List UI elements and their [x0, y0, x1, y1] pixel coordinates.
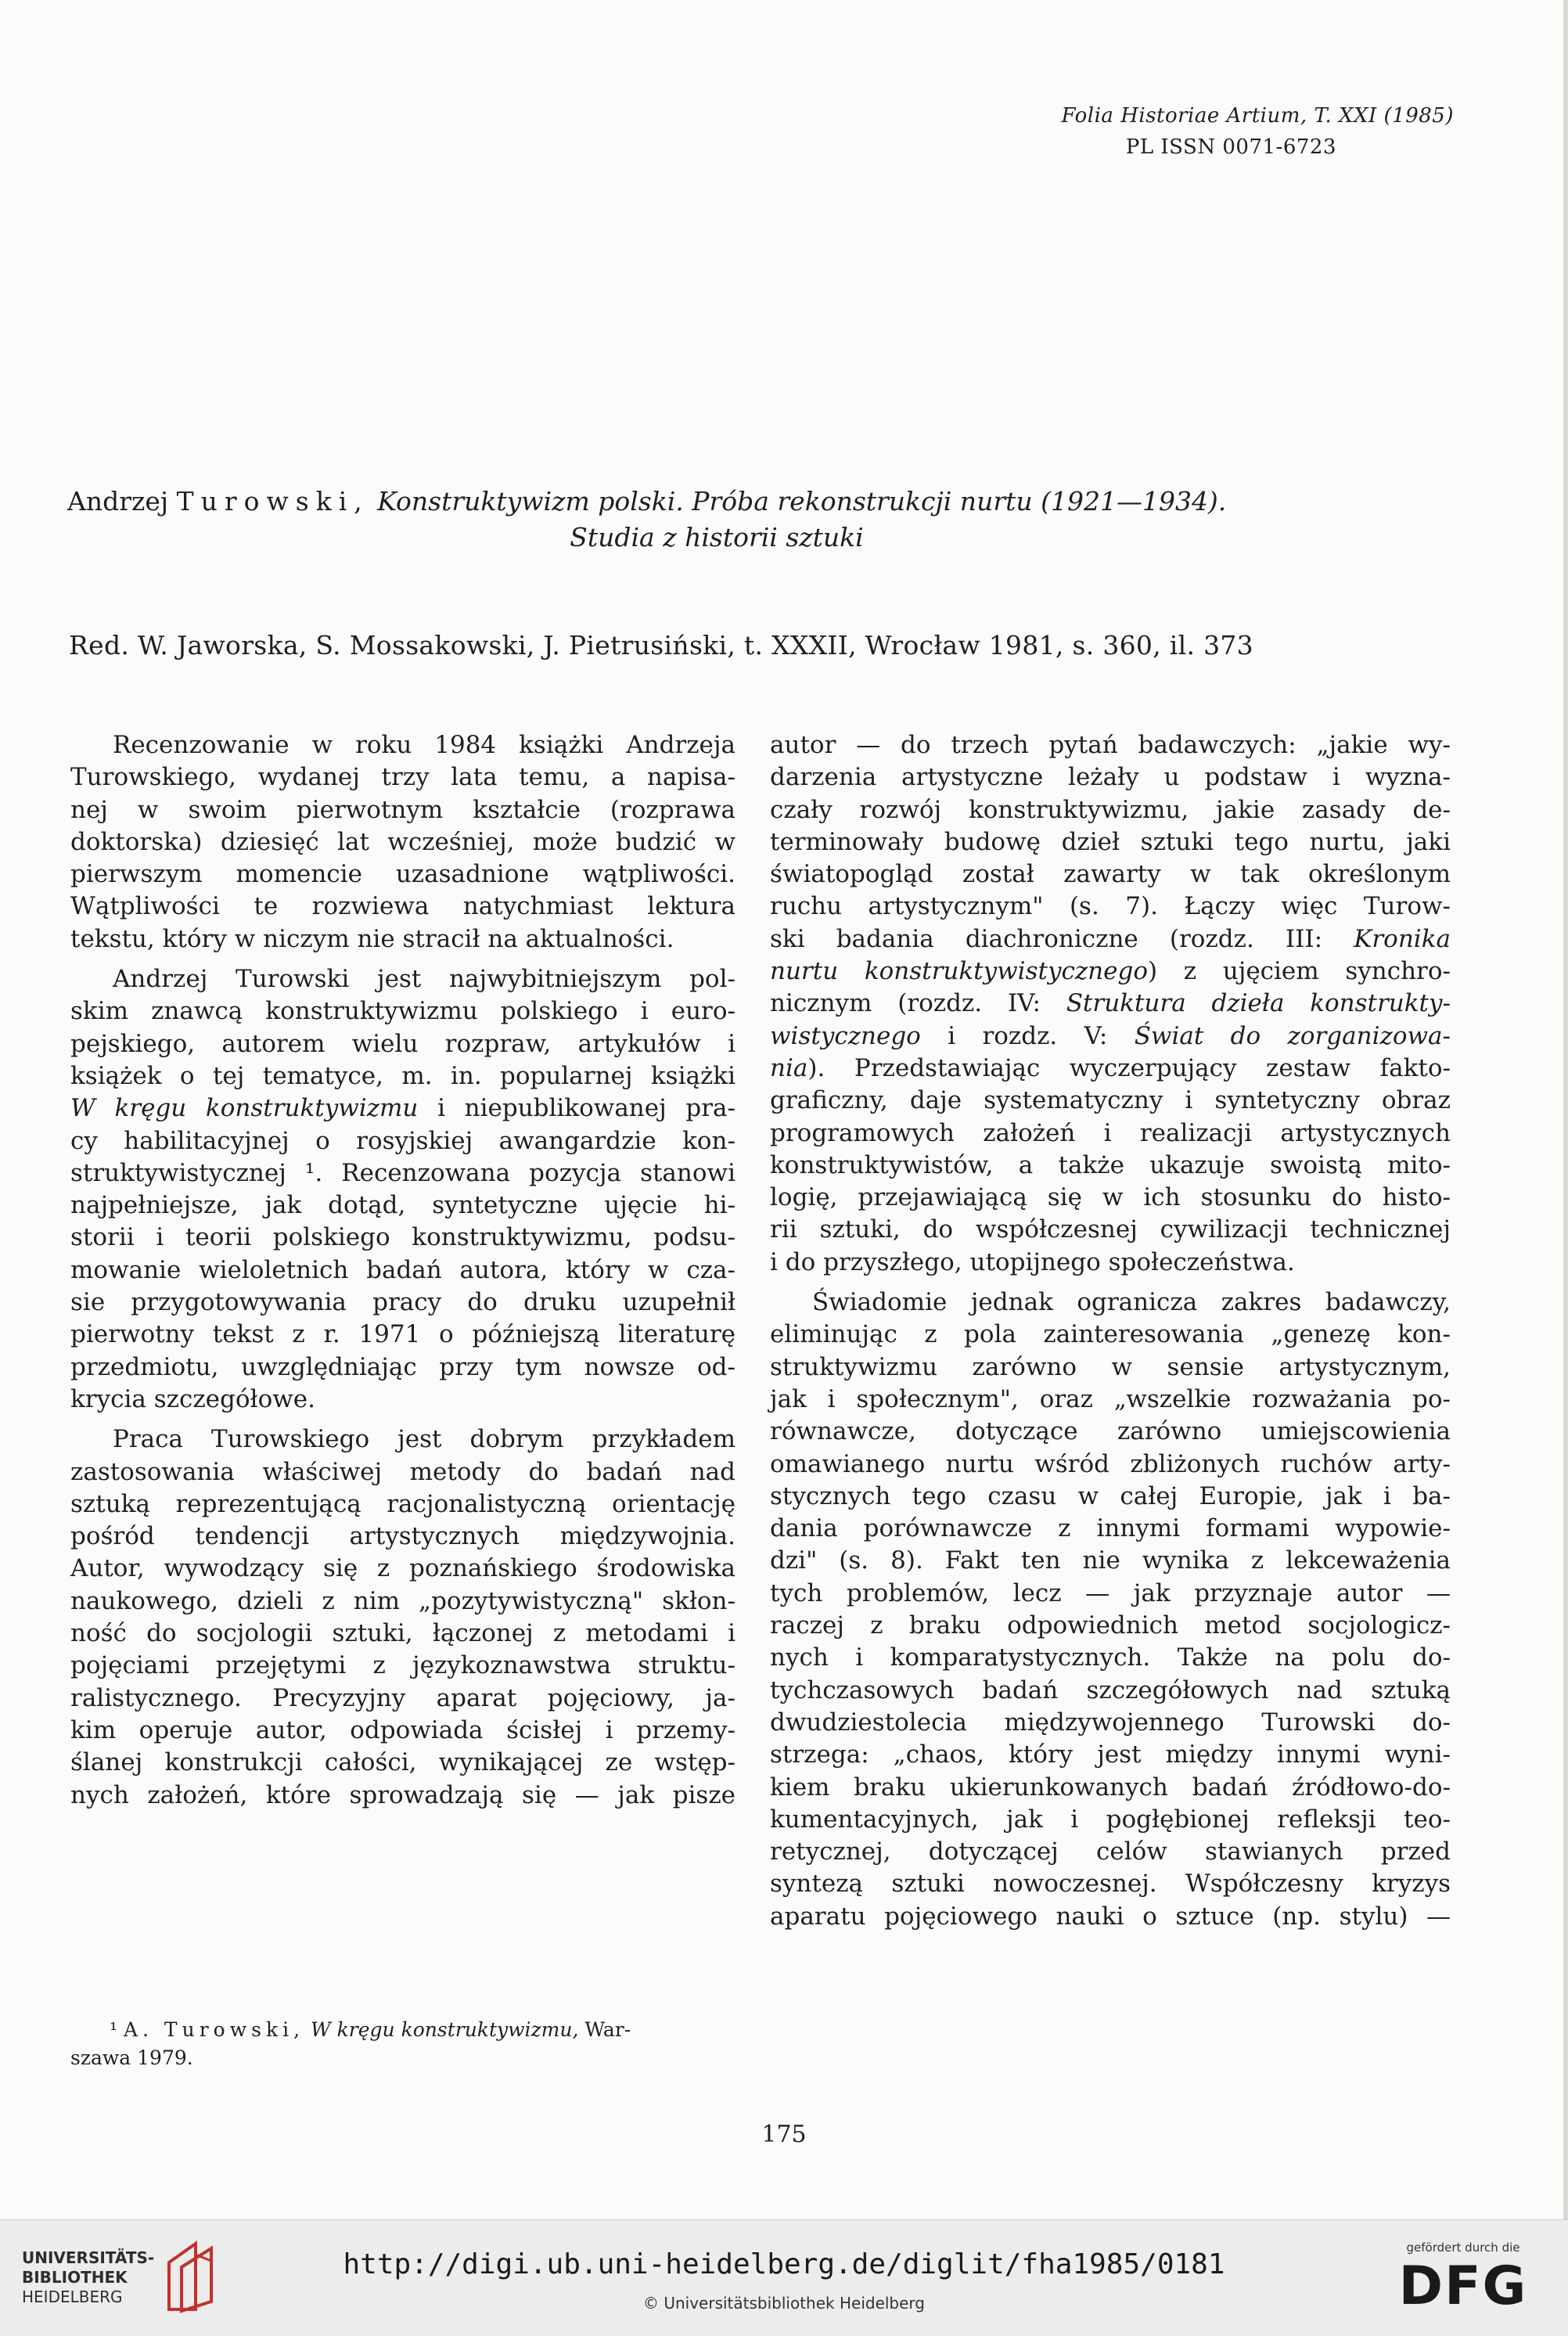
left-column: [70, 729, 735, 1812]
text-line: omawianego nurtu wśród zbliżonych ruchów arty-: [770, 1449, 1451, 1478]
text-line: autor — do trzech pytań badawczych: „jakie wy-: [770, 731, 1451, 759]
text-line: graficzny, daje systematyczny i syntetyczny obraz: [770, 1086, 1451, 1115]
text-line: terminowały budowę dzieł sztuki tego nurtu, jaki: [770, 827, 1451, 856]
footnote-number: ¹: [110, 2018, 118, 2041]
text-line: logię, przejawiającą się w ich stosunku do histo-: [770, 1183, 1451, 1212]
text-line: skim znawcą konstruktywizmu polskiego i euro-: [70, 997, 735, 1026]
text-line: pośród tendencji artystycznych międzywojnia.: [70, 1522, 735, 1551]
text-line: dania porównawcze z innymi formami wypowie-: [770, 1514, 1451, 1543]
text-line: sztuką reprezentującą racjonalistyczną orientację: [70, 1489, 735, 1518]
text-line: czały rozwój konstruktywizmu, jakie zasady de-: [770, 795, 1451, 824]
text-line: W kręgu konstruktywizmu i niepublikowanej pra-: [70, 1094, 736, 1123]
author-first-name: Andrzej: [67, 486, 169, 517]
paragraph: [770, 1287, 1451, 1933]
text-line: pierwotny tekst z r. 1971 o późniejszą literaturę: [70, 1320, 735, 1349]
text-line: stycznych tego czasu w całej Europie, jak i ba-: [770, 1481, 1451, 1510]
author-last-name: Turowski,: [176, 486, 369, 517]
footnote-author: A. Turowski,: [123, 2018, 305, 2041]
paragraph: [70, 1424, 735, 1812]
text-line: dwudziestolecia międzywojennego Turowski do-: [770, 1708, 1451, 1737]
review-title-line: [67, 484, 1460, 520]
review-title-block: [67, 484, 1460, 556]
library-name-line3: HEIDELBERG: [22, 2287, 123, 2306]
text-line: mowanie wieloletnich badań autora, który w cza-: [70, 1255, 735, 1284]
text-line: rii sztuki, do współczesnej cywilizacji technicznej: [770, 1215, 1451, 1244]
text-line: Recenzowanie w roku 1984 książki Andrzeja: [113, 731, 735, 759]
text-line: tekstu, który w niczym nie stracił na aktualności.: [70, 924, 674, 953]
text-line: programowych założeń i realizacji artystycznych: [770, 1118, 1451, 1147]
text-line: Wątpliwości te rozwiewa natychmiast lektura: [70, 892, 735, 921]
viewer-footer: [0, 2219, 1568, 2336]
text-line: syntezą sztuki nowoczesnej. Współczesny kryzys: [770, 1870, 1451, 1899]
text-line: struktywizmu zarówno w sensie artystycznym,: [770, 1352, 1451, 1381]
copyright-notice: © Universitätsbibliothek Heidelberg: [642, 2294, 925, 2313]
text-line: retycznej, dotyczącej celów stawianych przed: [770, 1837, 1451, 1866]
text-line: nia). Przedstawiając wyczerpujący zestaw fakto-: [770, 1053, 1451, 1082]
text-line: pejskiego, autorem wielu rozpraw, artykułów i: [70, 1029, 735, 1058]
text-line: naukowego, dzieli z nim „pozytywistyczną" skłon-: [70, 1586, 735, 1615]
text-line: Andrzej Turowski jest najwybitniejszym pol-: [113, 965, 735, 994]
text-line: raczej z braku odpowiednich metod socjologicz-: [770, 1611, 1451, 1640]
paragraph: [770, 729, 1451, 1279]
library-name-line1: UNIVERSITÄTS-: [22, 2248, 155, 2267]
issn: PL ISSN 0071-6723: [1125, 135, 1336, 159]
text-line: Praca Turowskiego jest dobrym przykładem: [113, 1425, 735, 1454]
footnote-continuation: szawa 1979.: [70, 2046, 193, 2069]
footnote: [70, 2016, 735, 2072]
series-title: Studia z historii sztuki: [570, 522, 864, 553]
text-line: pierwszym momencie uzasadnione wątpliwości.: [70, 860, 735, 889]
work-title: Konstruktywizm polski. Próba rekonstrukcji nurtu (1921—1934).: [377, 486, 1227, 517]
text-line: aparatu pojęciowego nauki o sztuce (np. stylu) —: [770, 1902, 1451, 1931]
text-line: wistycznego i rozdz. V: Świat do zorganizowa-: [770, 1021, 1451, 1050]
journal-citation: Folia Historiae Artium, T. XXI (1985): [1061, 104, 1454, 128]
text-line: ślanej konstrukcji całości, wynikającej ze wstęp-: [70, 1748, 735, 1777]
dfg-logo[interactable]: DFG: [1398, 2255, 1528, 2317]
text-line: strzega: „chaos, który jest między innymi wyni-: [770, 1740, 1451, 1769]
document-url-link[interactable]: http://digi.ub.uni-heidelberg.de/diglit/fha1985/0181: [343, 2248, 1225, 2280]
right-column: [770, 729, 1451, 1933]
text-line: struktywistycznej ¹. Recenzowana pozycja stanowi: [70, 1158, 735, 1187]
text-line: tychczasowych badań szczegółowych nad sztuką: [770, 1676, 1451, 1704]
text-line: ralistycznego. Precyzyjny aparat pojęciowy, ja-: [70, 1683, 735, 1712]
text-line: kim operuje autor, odpowiada ścisłej i przemy-: [70, 1715, 735, 1744]
text-line: kumentacyjnych, jak i pogłębionej refleksji teo-: [770, 1805, 1451, 1834]
text-line: dzi" (s. 8). Fakt ten nie wynika z lekceważenia: [770, 1546, 1451, 1575]
text-line: nych i komparatystycznych. Także na polu do-: [770, 1643, 1451, 1672]
text-line: Świadomie jednak ogranicza zakres badawczy,: [812, 1288, 1451, 1317]
text-line: doktorska) dziesięć lat wcześniej, może budzić w: [70, 827, 735, 856]
funding-caption: gefördert durch die: [1406, 2241, 1520, 2255]
text-line: eliminując z pola zainteresowania „genezę kon-: [770, 1320, 1451, 1349]
text-line: ność do socjologii sztuki, łączonej z metodami i: [70, 1619, 735, 1648]
text-line: sie przygotowywania pracy do druku uzupełnił: [70, 1288, 735, 1317]
text-line: nicznym (rozdz. IV: Struktura dzieła konstrukty-: [770, 989, 1451, 1018]
footnote-title: W kręgu konstruktywizmu,: [310, 2018, 579, 2041]
funder-block: [1393, 2241, 1534, 2317]
text-line: ski badania diachroniczne (rozdz. III: Kronika: [770, 924, 1451, 953]
text-line: jak i społecznym", oraz „wszelkie rozważania po-: [770, 1384, 1451, 1413]
text-line: nurtu konstruktywistycznego) z ujęciem synchro-: [770, 957, 1451, 986]
text-line: ruchu artystycznym" (s. 7). Łączy więc Turow-: [770, 892, 1451, 921]
text-line: Autor, wywodzący się z poznańskiego środowiska: [70, 1554, 735, 1583]
library-name-line2: BIBLIOTHEK: [22, 2268, 128, 2287]
text-line: najpełniejsze, jak dotąd, syntetyczne ujęcie hi-: [70, 1191, 735, 1220]
bibliographic-details: Red. W. Jaworska, S. Mossakowski, J. Pietrusiński, t. XXXII, Wrocław 1981, s. 360, il. 373: [69, 630, 1253, 660]
text-line: krycia szczegółowe.: [70, 1384, 315, 1413]
text-line: kiem braku ukierunkowanych badań źródłowo-do-: [770, 1773, 1451, 1801]
text-line: nej w swoim pierwotnym kształcie (rozprawa: [70, 795, 735, 824]
page-edge: [1563, 0, 1568, 2219]
text-line: tych problemów, lecz — jak przyznaje autor —: [770, 1578, 1451, 1607]
italic-title: W kręgu konstruktywizmu: [70, 1094, 419, 1123]
text-line: storii i teorii polskiego konstruktywizmu, podsu-: [70, 1223, 735, 1252]
text-line: książek o tej tematyce, m. in. popularnej książki: [70, 1061, 735, 1090]
text-line: Turowskiego, wydanej trzy lata temu, a napisa-: [70, 763, 735, 792]
paragraph: [70, 729, 735, 956]
text-line: zastosowania właściwej metody do badań nad: [70, 1457, 735, 1486]
text-line: przedmiotu, uwzględniając przy tym nowsze od-: [70, 1352, 735, 1381]
text-line: światopogląd został zawarty w tak określonym: [770, 860, 1451, 889]
paragraph: [70, 963, 735, 1416]
journal-header: [1062, 100, 1454, 163]
footnote-rest: War-: [584, 2018, 631, 2041]
text-line: cy habilitacyjnej o rosyjskiej awangardzie kon-: [70, 1126, 735, 1155]
page-number: 175: [761, 2121, 807, 2148]
text-line: nych założeń, które sprowadzają się — jak pisze: [70, 1780, 735, 1809]
text-line: równawcze, dotyczące zarówno umiejscowienia: [770, 1417, 1451, 1446]
text-line: i do przyszłego, utopijnego społeczeństwa.: [770, 1247, 1295, 1276]
text-line: darzenia artystyczne leżały u podstaw i wyzna-: [770, 763, 1451, 792]
text-line: pojęciami przejętymi z językoznawstwa struktu-: [70, 1651, 735, 1680]
text-line: konstruktywistów, a także ukazuje swoistą mito-: [770, 1150, 1451, 1179]
